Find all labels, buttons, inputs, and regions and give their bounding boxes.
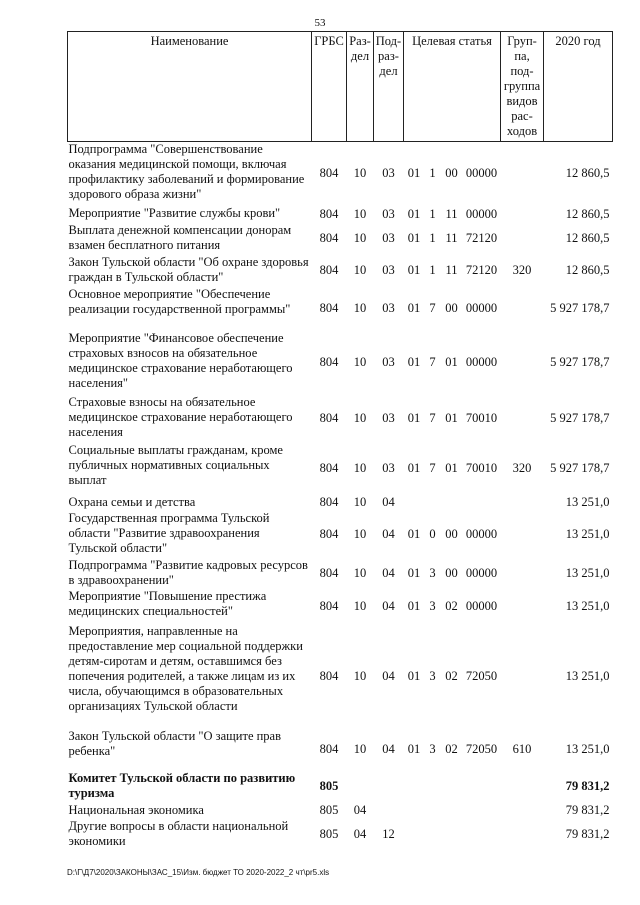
row-amount: 5 927 178,7 bbox=[550, 411, 610, 425]
row-target-direction: 70010 bbox=[465, 461, 498, 475]
row-group bbox=[501, 558, 544, 589]
row-podrazdel bbox=[374, 803, 404, 819]
row-target-event: 02 bbox=[445, 598, 458, 613]
row-grbs: 804 bbox=[319, 742, 339, 756]
row-grbs: 804 bbox=[319, 495, 339, 509]
row-amount: 12 860,5 bbox=[565, 263, 610, 277]
row-amount: 5 927 178,7 bbox=[550, 461, 610, 475]
row-name: Государственная программа Тульской области "Развитие здравоохранения Тульской области" bbox=[68, 510, 270, 555]
row-amount: 13 251,0 bbox=[565, 495, 610, 509]
row-name: Другие вопросы в области национальной экономики bbox=[68, 818, 289, 848]
row-target-direction: 00000 bbox=[465, 598, 498, 613]
row-grbs: 805 bbox=[319, 827, 339, 841]
table-header bbox=[68, 32, 613, 142]
header-name: Наименование bbox=[68, 32, 312, 142]
row-name: Закон Тульской области "Об охране здоровья граждан в Тульской области" bbox=[68, 254, 309, 284]
row-target-subprogram bbox=[425, 495, 441, 511]
row-target-subprogram: 7 bbox=[429, 301, 436, 315]
row-amount: 13 251,0 bbox=[565, 565, 610, 580]
row-target-program: 01 bbox=[407, 742, 421, 756]
row-amount: 12 860,5 bbox=[565, 206, 610, 221]
row-podrazdel: 04 bbox=[382, 565, 395, 580]
row-target-program bbox=[404, 771, 425, 803]
row-target-event bbox=[441, 803, 463, 819]
row-target-direction bbox=[463, 803, 501, 819]
row-target-subprogram bbox=[425, 803, 441, 819]
row-podrazdel: 03 bbox=[382, 206, 395, 221]
row-group bbox=[501, 206, 544, 223]
row-name: Подпрограмма "Развитие кадровых ресурсов в здравоохранении" bbox=[68, 557, 308, 587]
row-amount: 5 927 178,7 bbox=[550, 355, 610, 369]
table-row bbox=[68, 142, 613, 206]
row-razdel: 10 bbox=[353, 742, 367, 756]
row-podrazdel: 04 bbox=[382, 668, 395, 683]
row-target-program bbox=[404, 495, 425, 511]
row-target-subprogram: 7 bbox=[429, 411, 436, 425]
row-target-event: 00 bbox=[445, 526, 458, 541]
row-target-program: 01 bbox=[407, 166, 421, 181]
row-target-event: 01 bbox=[445, 461, 458, 475]
row-target-subprogram: 7 bbox=[429, 355, 436, 369]
table-row bbox=[68, 495, 613, 511]
row-target-subprogram: 0 bbox=[429, 526, 436, 541]
row-podrazdel: 03 bbox=[382, 461, 395, 475]
row-podrazdel bbox=[374, 771, 404, 803]
table-row bbox=[68, 589, 613, 624]
row-target-subprogram: 3 bbox=[429, 565, 436, 580]
row-amount: 12 860,5 bbox=[565, 231, 610, 245]
row-podrazdel: 03 bbox=[382, 231, 395, 245]
row-target-event: 11 bbox=[445, 231, 458, 245]
table-row bbox=[68, 511, 613, 558]
row-grbs: 804 bbox=[319, 461, 339, 475]
row-target-program: 01 bbox=[407, 411, 421, 425]
row-target-program: 01 bbox=[407, 355, 421, 369]
row-target-direction: 72050 bbox=[465, 668, 498, 683]
row-target-event: 11 bbox=[445, 206, 458, 221]
row-razdel: 10 bbox=[353, 526, 367, 541]
row-podrazdel: 04 bbox=[382, 526, 395, 541]
row-name: Мероприятия, направленные на предоставление мер социальной поддержки детям-сиротам и детям, оставшимся без попечения родителей, а также лицам из их числа, обучающимся в образовательных организациях Тульской области bbox=[68, 623, 303, 713]
row-razdel: 10 bbox=[353, 263, 367, 277]
row-target-direction: 72120 bbox=[465, 231, 498, 245]
row-amount: 5 927 178,7 bbox=[550, 301, 610, 315]
table-row bbox=[68, 255, 613, 287]
row-group: 610 bbox=[512, 742, 532, 756]
header-razdel: Раз- дел bbox=[347, 32, 374, 142]
row-group bbox=[501, 624, 544, 729]
row-name: Выплата денежной компенсации донорам взамен бесплатного питания bbox=[68, 222, 292, 252]
row-name: Мероприятие "Повышение престижа медицинских специальностей" bbox=[68, 588, 267, 618]
row-target-direction: 00000 bbox=[465, 565, 498, 580]
row-group bbox=[501, 803, 544, 819]
row-group bbox=[501, 287, 544, 331]
row-grbs: 804 bbox=[319, 668, 339, 683]
row-podrazdel: 04 bbox=[382, 742, 395, 756]
row-amount: 13 251,0 bbox=[565, 742, 610, 756]
row-target-program: 01 bbox=[407, 206, 421, 221]
row-podrazdel: 03 bbox=[382, 263, 395, 277]
table-row bbox=[68, 287, 613, 331]
row-grbs: 804 bbox=[319, 166, 339, 181]
row-target-direction bbox=[463, 819, 501, 851]
table-row bbox=[68, 331, 613, 395]
row-group bbox=[501, 223, 544, 255]
row-razdel: 10 bbox=[353, 231, 367, 245]
row-amount: 79 831,2 bbox=[565, 803, 610, 817]
row-name: Охрана семьи и детства bbox=[68, 494, 196, 509]
row-group bbox=[501, 589, 544, 624]
row-name: Социальные выплаты гражданам, кроме публичных нормативных социальных выплат bbox=[68, 442, 283, 487]
row-grbs: 804 bbox=[319, 263, 339, 277]
row-grbs: 804 bbox=[319, 206, 339, 221]
row-target-event: 00 bbox=[445, 565, 458, 580]
row-razdel: 10 bbox=[353, 411, 367, 425]
row-target-direction: 00000 bbox=[465, 355, 498, 369]
row-podrazdel: 04 bbox=[382, 495, 395, 509]
row-group bbox=[501, 819, 544, 851]
row-target-subprogram: 1 bbox=[429, 231, 436, 245]
table-row bbox=[68, 729, 613, 771]
header-podrazdel: Под- раз- дел bbox=[374, 32, 404, 142]
row-group bbox=[501, 331, 544, 395]
row-group: 320 bbox=[512, 461, 532, 475]
row-target-subprogram: 3 bbox=[429, 598, 436, 613]
header-group: Груп- па, под- группа видов рас- ходов bbox=[501, 32, 544, 142]
row-name: Основное мероприятие "Обеспечение реализации государственной программы" bbox=[68, 286, 291, 316]
row-razdel: 10 bbox=[353, 355, 367, 369]
row-target-program: 01 bbox=[407, 526, 421, 541]
table-row bbox=[68, 223, 613, 255]
row-razdel: 10 bbox=[353, 461, 367, 475]
row-target-event: 11 bbox=[445, 263, 458, 277]
row-target-program: 01 bbox=[407, 565, 421, 580]
row-razdel: 10 bbox=[353, 598, 367, 613]
header-year: 2020 год bbox=[544, 32, 613, 142]
row-target-direction: 70010 bbox=[465, 411, 498, 425]
row-group bbox=[501, 142, 544, 206]
table-row bbox=[68, 395, 613, 443]
row-razdel: 10 bbox=[353, 301, 367, 315]
row-target-subprogram: 3 bbox=[429, 668, 436, 683]
row-podrazdel: 12 bbox=[382, 827, 395, 841]
row-amount: 79 831,2 bbox=[565, 779, 610, 793]
row-target-direction: 00000 bbox=[465, 206, 498, 221]
row-target-event: 00 bbox=[445, 301, 458, 315]
row-target-event bbox=[441, 819, 463, 851]
row-name: Закон Тульской области "О защите прав ребенка" bbox=[68, 728, 282, 758]
row-target-direction bbox=[463, 771, 501, 803]
row-grbs: 805 bbox=[319, 803, 339, 817]
row-amount: 13 251,0 bbox=[565, 598, 610, 613]
row-grbs: 804 bbox=[319, 355, 339, 369]
row-grbs: 804 bbox=[319, 411, 339, 425]
row-group bbox=[501, 511, 544, 558]
row-razdel: 10 bbox=[353, 565, 367, 580]
row-razdel: 10 bbox=[353, 668, 367, 683]
row-target-program: 01 bbox=[407, 668, 421, 683]
row-target-event: 02 bbox=[445, 668, 458, 683]
row-amount: 12 860,5 bbox=[565, 166, 610, 181]
table-row bbox=[68, 771, 613, 803]
row-target-program bbox=[404, 819, 425, 851]
row-amount: 79 831,2 bbox=[565, 827, 610, 841]
row-target-event: 00 bbox=[445, 166, 458, 181]
row-group bbox=[501, 395, 544, 443]
row-target-direction: 72050 bbox=[465, 742, 498, 756]
row-target-subprogram: 7 bbox=[429, 461, 436, 475]
table-row bbox=[68, 624, 613, 729]
table-row bbox=[68, 558, 613, 589]
table-row bbox=[68, 803, 613, 819]
header-grbs: ГРБС bbox=[312, 32, 347, 142]
row-group: 320 bbox=[512, 263, 532, 277]
row-name: Подпрограмма "Совершенствование оказания медицинской помощи, включая профилактику заболеваний и формирование здорового образа жизни" bbox=[68, 142, 305, 201]
row-target-program: 01 bbox=[407, 461, 421, 475]
table-body bbox=[68, 142, 613, 851]
row-podrazdel: 03 bbox=[382, 166, 395, 181]
row-podrazdel: 03 bbox=[382, 411, 395, 425]
footer-file-path: D:\Г\Д7\2020\ЗАКОНЫ\ЗАС_15\Изм. бюджет ТО 2020-2022_2 чт\pr5.xls bbox=[67, 868, 330, 877]
row-amount: 13 251,0 bbox=[565, 526, 610, 541]
row-amount: 13 251,0 bbox=[565, 668, 610, 683]
row-name: Национальная экономика bbox=[68, 802, 204, 817]
row-grbs: 804 bbox=[319, 565, 339, 580]
row-grbs: 804 bbox=[319, 598, 339, 613]
row-target-event: 01 bbox=[445, 411, 458, 425]
row-podrazdel: 04 bbox=[382, 598, 395, 613]
header-target: Целевая статья bbox=[404, 32, 501, 142]
row-target-subprogram bbox=[425, 819, 441, 851]
row-target-program: 01 bbox=[407, 231, 421, 245]
row-target-program: 01 bbox=[407, 598, 421, 613]
page-number: 53 bbox=[314, 17, 326, 29]
row-target-direction: 00000 bbox=[465, 301, 498, 315]
row-target-subprogram: 1 bbox=[429, 263, 436, 277]
row-grbs: 804 bbox=[319, 526, 339, 541]
row-target-subprogram: 1 bbox=[429, 206, 436, 221]
row-group bbox=[501, 771, 544, 803]
row-target-direction: 00000 bbox=[465, 166, 498, 181]
budget-table bbox=[67, 31, 613, 851]
row-target-subprogram bbox=[425, 771, 441, 803]
row-target-direction: 72120 bbox=[465, 263, 498, 277]
row-target-event: 01 bbox=[445, 355, 458, 369]
row-razdel: 04 bbox=[353, 827, 367, 841]
table-row bbox=[68, 206, 613, 223]
row-target-event bbox=[441, 495, 463, 511]
row-razdel: 10 bbox=[353, 206, 367, 221]
table-row bbox=[68, 443, 613, 495]
row-razdel: 10 bbox=[353, 166, 367, 181]
row-target-program bbox=[404, 803, 425, 819]
row-target-subprogram: 1 bbox=[429, 166, 436, 181]
row-razdel: 10 bbox=[353, 495, 367, 509]
row-podrazdel: 03 bbox=[382, 301, 395, 315]
row-grbs: 804 bbox=[319, 301, 339, 315]
row-grbs: 805 bbox=[319, 779, 339, 793]
row-group bbox=[501, 495, 544, 511]
row-target-program: 01 bbox=[407, 301, 421, 315]
row-name: Страховые взносы на обязательное медицинское страхование неработающего населения bbox=[68, 394, 293, 439]
row-name: Мероприятие "Развитие службы крови" bbox=[68, 205, 281, 220]
row-target-direction: 00000 bbox=[465, 526, 498, 541]
row-target-program: 01 bbox=[407, 263, 421, 277]
row-target-subprogram: 3 bbox=[429, 742, 436, 756]
row-podrazdel: 03 bbox=[382, 355, 395, 369]
row-name: Мероприятие "Финансовое обеспечение страховых взносов на обязательное медицинское страхование неработающего населения" bbox=[68, 330, 293, 390]
row-razdel bbox=[347, 771, 374, 803]
row-target-event: 02 bbox=[445, 742, 458, 756]
row-grbs: 804 bbox=[319, 231, 339, 245]
table-row bbox=[68, 819, 613, 851]
row-target-event bbox=[441, 771, 463, 803]
row-target-direction bbox=[463, 495, 501, 511]
row-name: Комитет Тульской области по развитию туризма bbox=[68, 770, 296, 800]
row-razdel: 04 bbox=[353, 803, 367, 817]
